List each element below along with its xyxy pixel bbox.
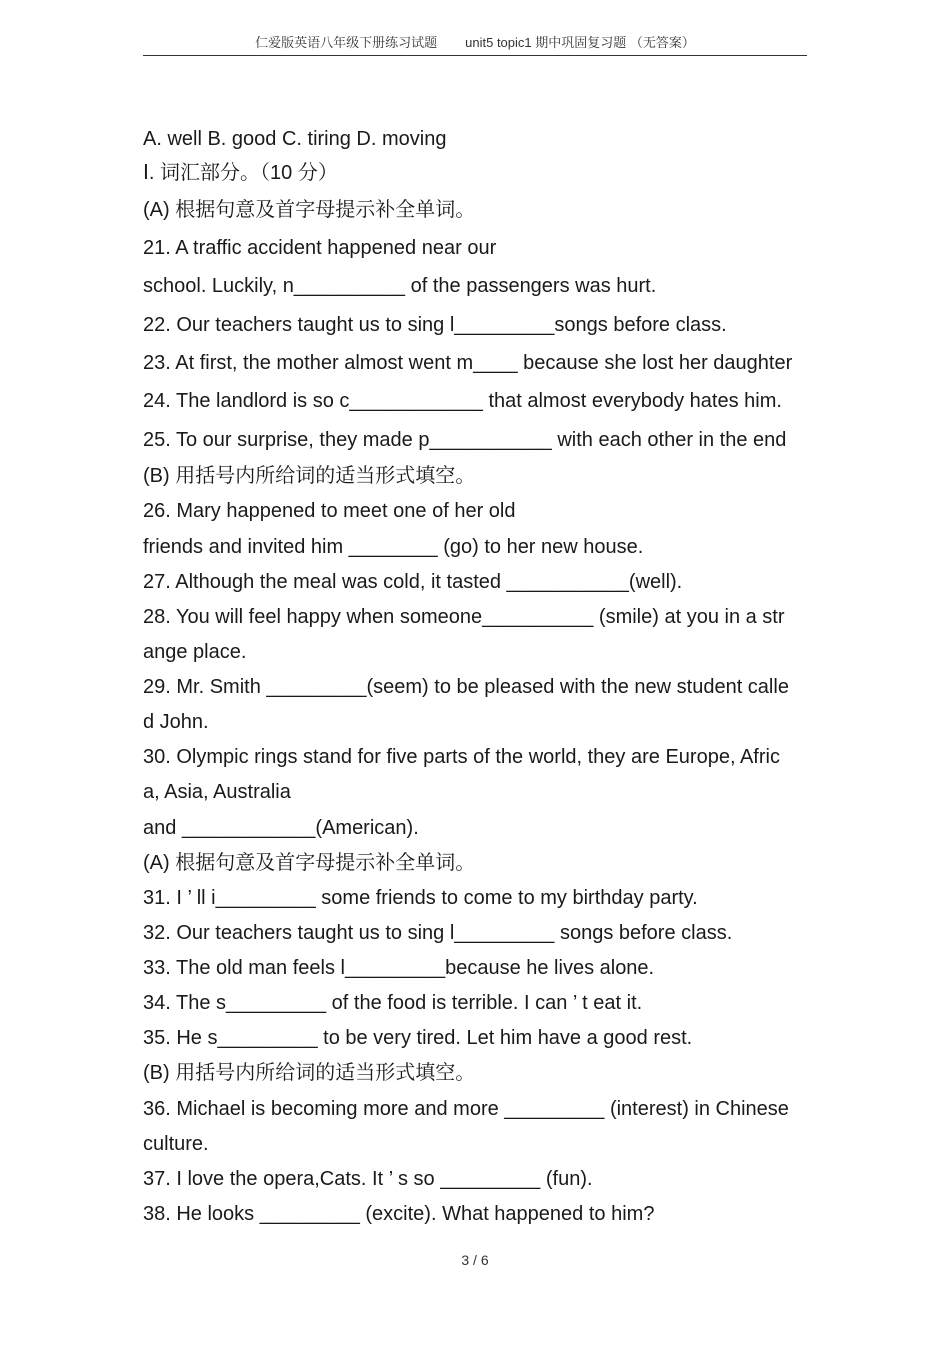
instruction-b: (B) 用括号内所给词的适当形式填空。 [143,465,476,487]
section-heading: Ⅰ. 词汇部分。（10 分） [143,162,338,184]
question-line: 29. Mr. Smith _________(seem) to be pleased with the new student calle [143,676,789,698]
page-header [143,33,807,56]
question-line: 36. Michael is becoming more and more _________ (interest) in Chinese [143,1098,789,1120]
question-line: 32. Our teachers taught us to sing l_________ songs before class. [143,922,733,944]
question-line: ange place. [143,641,247,663]
question-line: 28. You will feel happy when someone__________ (smile) at you in a str [143,606,785,628]
header-subtitle: unit5 topic1 期中巩固复习题 （无答案） [465,35,695,50]
question-line: school. Luckily, n__________ of the passengers was hurt. [143,275,657,297]
question-line: 23. At first, the mother almost went m____ because she lost her daughter [143,352,793,374]
instruction-a: (A) 根据句意及首字母提示补全单词。 [143,852,476,874]
question-line: 31. I ’ ll i_________ some friends to come to my birthday party. [143,887,698,909]
question-line: 26. Mary happened to meet one of her old [143,500,516,522]
question-line: 22. Our teachers taught us to sing l_________songs before class. [143,314,727,336]
question-line: a, Asia, Australia [143,781,291,803]
instruction-b: (B) 用括号内所给词的适当形式填空。 [143,1062,476,1084]
question-line: 37. I love the opera,Cats. It ’ s so _________ (fun). [143,1168,593,1190]
question-line: and ____________(American). [143,817,419,839]
page-number: 3 / 6 [461,1252,489,1268]
question-line: friends and invited him ________ (go) to her new house. [143,536,644,558]
question-line: 34. The s_________ of the food is terrible. I can ’ t eat it. [143,992,643,1014]
answer-options: A. well B. good C. tiring D. moving [143,128,447,150]
question-line: culture. [143,1133,209,1155]
question-line: 27. Although the meal was cold, it tasted ___________(well). [143,571,683,593]
question-line: 33. The old man feels l_________because he lives alone. [143,957,655,979]
question-line: 35. He s_________ to be very tired. Let him have a good rest. [143,1027,693,1049]
question-line: d John. [143,711,209,733]
question-line: 24. The landlord is so c____________ that almost everybody hates him. [143,390,782,412]
instruction-a: (A) 根据句意及首字母提示补全单词。 [143,199,476,221]
header-title: 仁爱版英语八年级下册练习试题 [255,35,438,50]
question-line: 38. He looks _________ (excite). What happened to him? [143,1203,655,1225]
question-line: 30. Olympic rings stand for five parts of the world, they are Europe, Afric [143,746,780,768]
question-line: 21. A traffic accident happened near our [143,237,497,259]
question-line: 25. To our surprise, they made p___________ with each other in the end [143,429,787,451]
